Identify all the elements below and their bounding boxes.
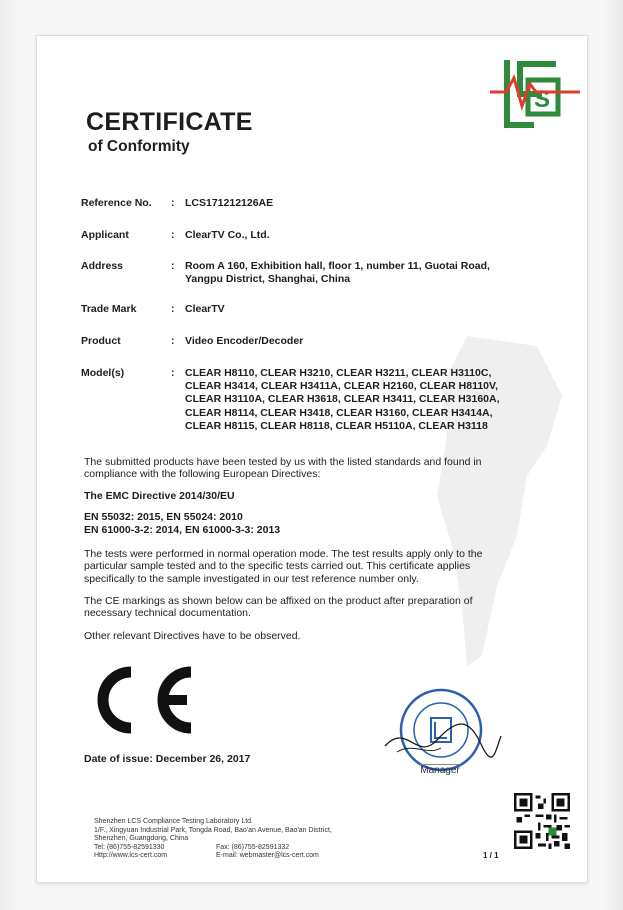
lcs-logo-icon	[490, 54, 580, 134]
field-label: Trade Mark	[81, 303, 137, 315]
compliance-statement: The submitted products have been tested by us with the listed standards and found in compliance with the following European Directives:	[84, 456, 482, 481]
svg-text:S: S	[534, 86, 551, 113]
field-colon: :	[171, 303, 175, 315]
field-colon: :	[171, 260, 175, 272]
field-value: Room A 160, Exhibition hall, floor 1, number 11, Guotai Road, Yangpu District, Shanghai, China	[185, 260, 490, 286]
field-value: CLEAR H8110, CLEAR H3210, CLEAR H3211, CLEAR H3110C, CLEAR H3414, CLEAR H3411A, CLEAR H2160, CLEAR H8110V, CLEAR H3110A, CLEAR H3618, CLEAR H3411, CLEAR H3160A, CLEAR H8114, CLEAR H3418, CLEAR H3160, CLEAR H3414A, CLEAR H8115, CLEAR H8118, CLEAR H5110A, CLEAR H3118	[185, 367, 500, 432]
emc-directive: The EMC Directive 2014/30/EU	[84, 490, 235, 502]
page-number: 1 / 1	[483, 851, 499, 860]
field-label: Product	[81, 335, 121, 347]
footer-lab-info	[94, 818, 394, 861]
ce-marking-note: The CE markings as shown below can be affixed on the product after preparation of necessary technical documentation.	[84, 595, 473, 620]
test-note: The tests were performed in normal operation mode. The test results apply only to the particular sample tested and to the specific tests carried out. This certificate applies specifically to the sample investigated in our test reference number only.	[84, 548, 483, 585]
field-value: Video Encoder/Decoder	[185, 335, 304, 347]
field-value: ClearTV Co., Ltd.	[185, 229, 270, 241]
standards-line-1: EN 55032: 2015, EN 55024: 2010	[84, 511, 243, 523]
footer-tel: Tel: (86)755-82591330	[94, 843, 165, 851]
field-label: Model(s)	[81, 367, 125, 379]
field-label: Reference No.	[81, 197, 152, 209]
certificate-subtitle: of Conformity	[88, 138, 190, 155]
footer-web: Http://www.lcs-cert.com	[94, 852, 168, 860]
certificate-page	[37, 36, 587, 882]
footer-address-1: 1/F., Xingyuan Industrial Park, Tongda Road, Bao'an Avenue, Bao'an District,	[94, 826, 332, 834]
field-colon: :	[171, 229, 175, 241]
other-directives-note: Other relevant Directives have to be observed.	[84, 630, 301, 642]
footer-web-row	[94, 852, 394, 861]
field-value: LCS171212126AE	[185, 197, 274, 209]
footer-fax: Fax: (86)755-82591332	[216, 843, 290, 851]
signature-title: Manager	[420, 765, 460, 776]
field-colon: :	[171, 197, 175, 209]
footer-phone-row	[94, 844, 394, 853]
qr-code-icon	[514, 793, 570, 849]
ce-mark-icon	[83, 664, 201, 736]
footer-address-2: Shenzhen, Guangdong, China	[94, 835, 189, 843]
footer-company: Shenzhen LCS Compliance Testing Laboratory Ltd.	[94, 818, 254, 825]
date-of-issue: Date of issue: December 26, 2017	[84, 753, 251, 765]
field-colon: :	[171, 335, 175, 347]
field-label: Address	[81, 260, 124, 272]
certificate-title: CERTIFICATE	[86, 108, 253, 136]
field-label: Applicant	[81, 229, 129, 241]
field-colon: :	[171, 367, 175, 379]
standards-line-2: EN 61000-3-2: 2014, EN 61000-3-3: 2013	[84, 524, 281, 536]
field-value: ClearTV	[185, 303, 225, 315]
footer-email: E-mail: webmaster@lcs-cert.com	[216, 852, 319, 860]
